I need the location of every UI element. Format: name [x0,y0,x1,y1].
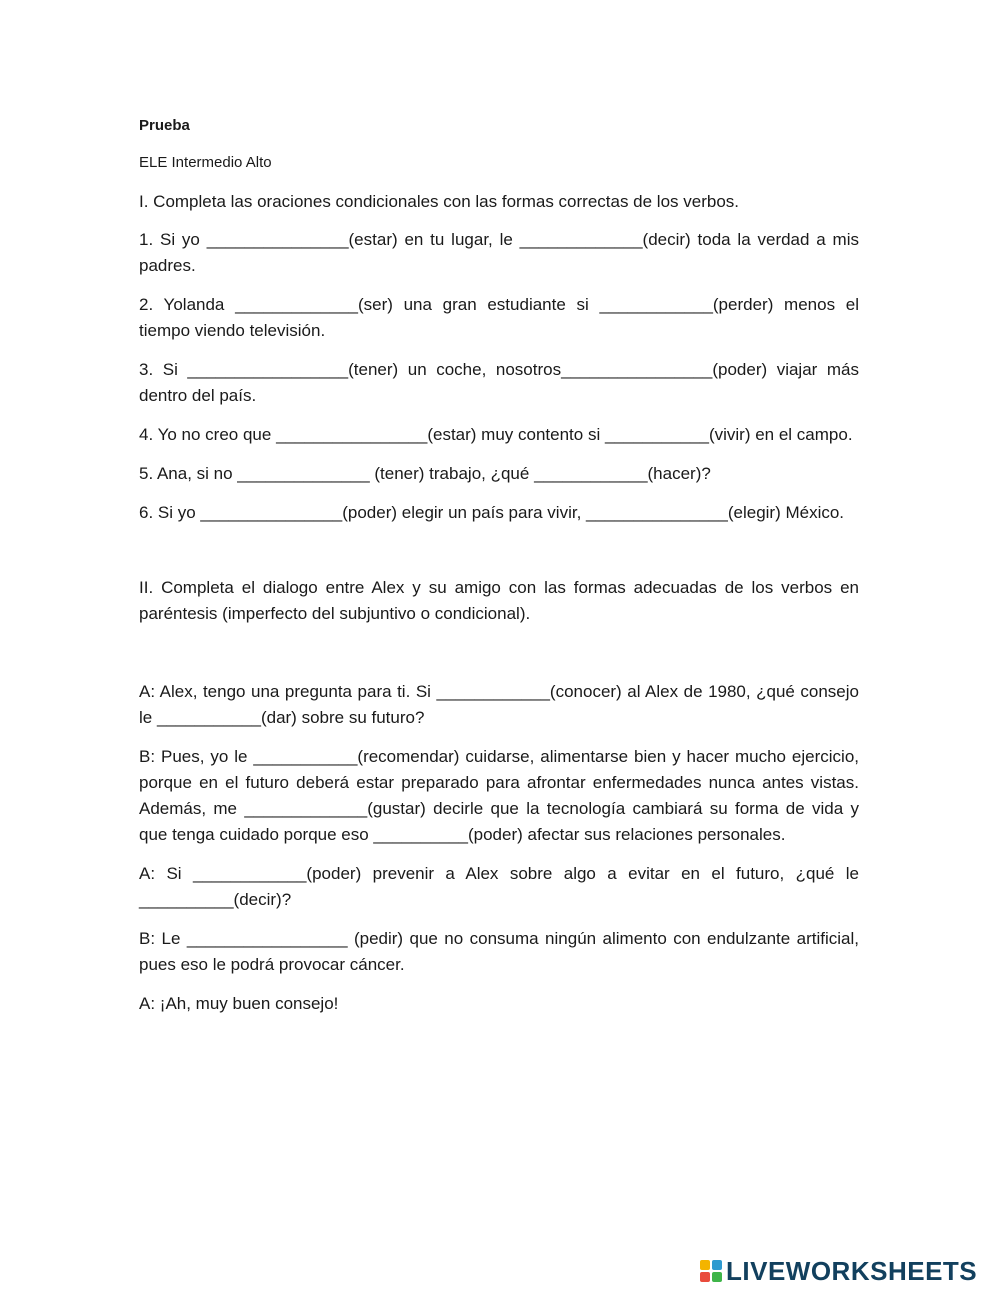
logo-text: LIVEWORKSHEETS [726,1255,978,1286]
page-title: Prueba [139,117,190,134]
section2-instruction: II. Completa el dialogo entre Alex y su amigo con las formas adecuadas de los verbos en paréntesis (imperfecto del subjuntivo o condicional). [139,578,859,623]
exercise-item: 4. Yo no creo que ________________(estar) muy contento si ___________(vivir) en el campo. [139,425,853,444]
logo-block [700,1272,710,1282]
logo-block [712,1260,722,1270]
exercise-item: 1. Si yo _______________(estar) en tu lugar, le _____________(decir) toda la verdad a mis padres. [139,230,859,275]
exercise-item: 6. Si yo _______________(poder) elegir un país para vivir, _______________(elegir) México. [139,503,845,522]
dialog-line: A: Alex, tengo una pregunta para ti. Si ____________(conocer) al Alex de 1980, ¿qué consejo le ___________(dar) sobre su futuro? [139,682,859,727]
exercise-item: 5. Ana, si no ______________ (tener) trabajo, ¿qué ____________(hacer)? [139,464,711,483]
dialog-line: A: Si ____________(poder) prevenir a Alex sobre algo a evitar en el futuro, ¿qué le __________(decir)? [139,864,859,909]
logo-block [712,1272,722,1282]
page-subtitle: ELE Intermedio Alto [139,154,272,171]
liveworksheets-logo[interactable] [700,1255,992,1287]
worksheet-page [139,116,859,1030]
exercise-item: 2. Yolanda _____________(ser) una gran estudiante si ____________(perder) menos el tiempo viendo televisión. [139,295,859,340]
section1-instruction: I. Completa las oraciones condicionales con las formas correctas de los verbos. [139,192,740,211]
dialog-line: B: Pues, yo le ___________(recomendar) cuidarse, alimentarse bien y hacer mucho ejercicio, porque en el futuro deberá estar preparado para afrontar enfermedades nunca antes vistas. Además, me _____________(gustar) decirle que la tecnología cambiará su forma de vida y que tenga cuidado porque eso __________(poder) afectar sus relaciones personales. [139,747,859,844]
dialog-line: A: ¡Ah, muy buen consejo! [139,994,339,1013]
spacer [139,627,859,679]
dialog-line: B: Le _________________ (pedir) que no consuma ningún alimento con endulzante artificial, pues eso le podrá provocar cáncer. [139,929,859,974]
logo-blocks-icon [700,1260,722,1282]
logo-block [700,1260,710,1270]
exercise-item: 3. Si _________________(tener) un coche, nosotros________________(poder) viajar más dentro del país. [139,360,859,405]
spacer [139,539,859,575]
